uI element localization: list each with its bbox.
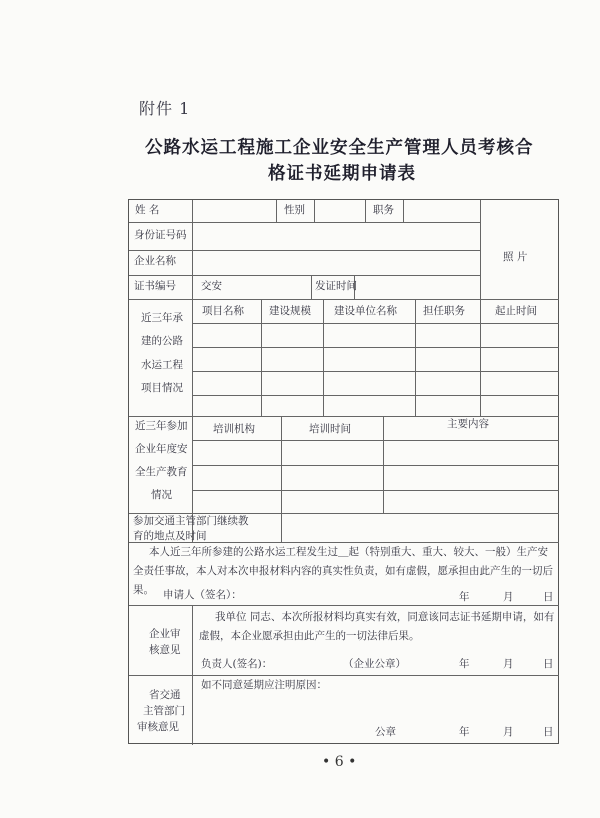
col-period: 起止时间 xyxy=(495,305,537,317)
position-label: 职务 xyxy=(373,204,394,216)
cert-number-label: 证书编号 xyxy=(134,280,176,292)
declaration-text: 本人近三年所参建的公路水运工程发生过＿起（特别重大、重大、较大、一般）生产安全责任事故，本人对本次申报材料内容的真实性负责，如有虚假，愿承担由此产生的一切后果。 xyxy=(133,546,553,596)
col-main-content: 主要内容 xyxy=(447,418,489,430)
projects-section-label: 近三年承 xyxy=(141,312,183,324)
application-form-table xyxy=(128,199,559,744)
dept-review-label: 省交通 xyxy=(149,689,181,701)
dept-review-label: 主管部门 xyxy=(143,705,185,717)
id-number-field[interactable] xyxy=(193,223,479,249)
date-day: 日 xyxy=(543,658,554,670)
name-label: 姓 名 xyxy=(135,204,160,216)
col-training-org: 培训机构 xyxy=(213,423,255,435)
form-title-line2: 格证书延期申请表 xyxy=(268,164,416,184)
dept-review-text: 如不同意延期应注明原因： xyxy=(201,679,327,691)
company-seal-label: （企业公章） xyxy=(343,658,406,670)
date-year: 年 xyxy=(459,658,470,670)
col-project-name: 项目名称 xyxy=(202,305,244,317)
projects-section-label: 水运工程 xyxy=(141,359,183,371)
cert-number-value[interactable]: 交安 xyxy=(201,280,222,292)
training-section-label: 情况 xyxy=(151,489,172,501)
training-section-label: 企业年度安 xyxy=(135,443,188,455)
date-year: 年 xyxy=(459,591,470,603)
page-number: • 6 • xyxy=(322,754,357,770)
applicant-sign-label: 申请人（签名）： xyxy=(163,589,242,601)
issue-date-field[interactable] xyxy=(355,276,479,298)
col-role: 担任职务 xyxy=(423,305,465,317)
form-title-line1: 公路水运工程施工企业安全生产管理人员考核合 xyxy=(145,138,534,158)
date-month: 月 xyxy=(503,726,514,738)
seal-label: 公章 xyxy=(375,726,396,738)
issue-date-label: 发证时间 xyxy=(315,280,357,292)
date-day: 日 xyxy=(543,726,554,738)
col-training-time: 培训时间 xyxy=(309,423,351,435)
continuing-edu-field[interactable] xyxy=(282,514,558,541)
id-number-label: 身份证号码 xyxy=(134,229,187,241)
date-day: 日 xyxy=(543,591,554,603)
position-field[interactable] xyxy=(404,201,479,221)
photo-label: 照 片 xyxy=(503,251,528,263)
date-month: 月 xyxy=(503,591,514,603)
company-review-label: 企业审 xyxy=(149,628,181,640)
gender-field[interactable] xyxy=(315,201,364,221)
col-build-scale: 建设规模 xyxy=(269,305,311,317)
gender-label: 性别 xyxy=(284,204,305,216)
dept-review-label: 审核意见 xyxy=(137,721,179,733)
company-name-label: 企业名称 xyxy=(134,255,176,267)
training-section-label: 近三年参加 xyxy=(135,420,188,432)
name-field[interactable] xyxy=(193,201,275,221)
col-builder-name: 建设单位名称 xyxy=(334,305,397,317)
projects-section-label: 建的公路 xyxy=(141,335,183,347)
training-section-label: 全生产教育 xyxy=(135,466,188,478)
date-month: 月 xyxy=(503,658,514,670)
continuing-edu-label: 参加交通主管部门继续教 xyxy=(133,515,249,527)
company-review-label: 核意见 xyxy=(149,644,181,656)
company-name-field[interactable] xyxy=(193,251,479,274)
continuing-edu-label: 育的地点及时间 xyxy=(133,530,207,542)
responsible-sign-label: 负责人(签名)： xyxy=(201,658,273,670)
date-year: 年 xyxy=(459,726,470,738)
company-review-text: 我单位 同志、本次所报材料均真实有效，同意该同志证书延期申请，如有虚假，本企业愿承担由此产生的一切法律后果。 xyxy=(199,611,555,642)
projects-section-label: 项目情况 xyxy=(141,382,183,394)
attachment-label: 附件 1 xyxy=(139,99,191,118)
